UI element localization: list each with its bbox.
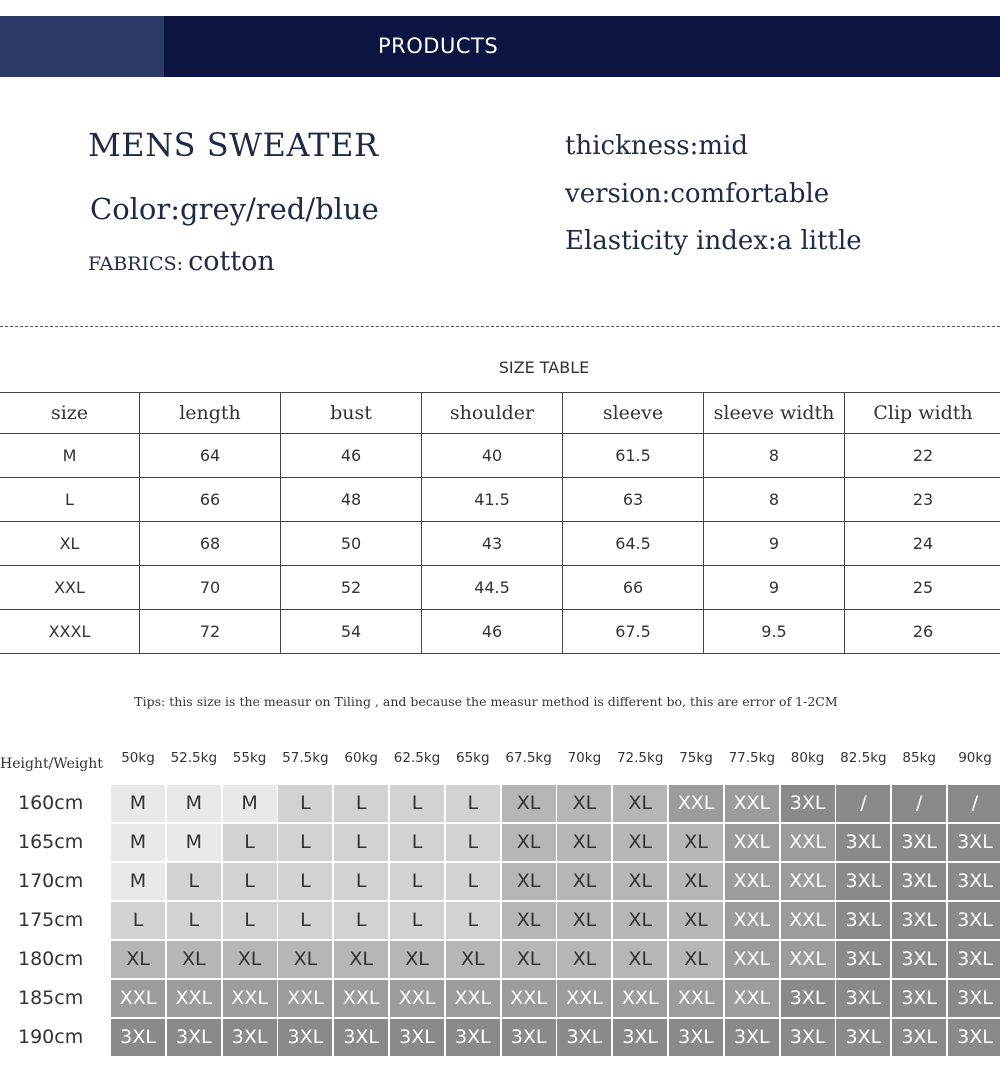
size-chart-cell: 3XL [334, 1019, 388, 1056]
size-chart-cell: XL [167, 941, 221, 978]
height-weight-label: Height/Weight [0, 756, 103, 772]
size-table-cell: 67.5 [563, 610, 704, 654]
size-chart-cell: L [278, 824, 332, 861]
size-table-cell: 48 [281, 478, 422, 522]
size-chart-cell: 3XL [836, 824, 890, 861]
size-chart-cell: XXL [334, 980, 388, 1017]
size-table-cell: 66 [140, 478, 281, 522]
size-chart-cell: 3XL [223, 1019, 277, 1056]
size-chart-cell: XL [557, 941, 611, 978]
size-chart-cell: XXL [725, 941, 779, 978]
banner-accent [0, 16, 164, 77]
size-chart-cell: 3XL [557, 1019, 611, 1056]
height-label: 180cm [18, 948, 84, 970]
size-chart-cell: 3XL [892, 980, 946, 1017]
height-label: 190cm [18, 1026, 84, 1048]
weight-header: 77.5kg [728, 750, 776, 766]
size-chart-cell: 3XL [892, 941, 946, 978]
size-chart-cell: 3XL [613, 1019, 667, 1056]
size-chart-cell: 3XL [725, 1019, 779, 1056]
size-table-cell: 9 [704, 522, 845, 566]
fabric-value: cotton [188, 246, 275, 277]
banner-title: PRODUCTS [378, 34, 499, 58]
size-table-cell: 61.5 [563, 434, 704, 478]
size-table-row [0, 434, 1000, 478]
size-table-cell: 40 [422, 434, 563, 478]
size-table-header: sleeve [563, 393, 704, 434]
size-chart-cell: XXL [725, 863, 779, 900]
size-chart-cell: XXL [725, 980, 779, 1017]
size-table-cell: 52 [281, 566, 422, 610]
weight-header: 75kg [679, 750, 713, 766]
size-chart-cell: 3XL [167, 1019, 221, 1056]
weight-header: 80kg [790, 750, 825, 766]
size-chart-cell: XXL [669, 785, 723, 822]
height-label: 170cm [18, 870, 84, 892]
size-chart-cell: L [390, 902, 444, 939]
size-table-cell: 54 [281, 610, 422, 654]
size-chart-cell: L [278, 902, 332, 939]
weight-header: 60kg [344, 750, 378, 766]
size-chart-cell: 3XL [836, 941, 890, 978]
size-chart-cell: L [446, 785, 500, 822]
size-chart-cell: XL [557, 863, 611, 900]
size-chart-cell: XL [278, 941, 332, 978]
size-table-cell: 25 [845, 566, 1000, 610]
weight-header: 72.5kg [616, 750, 664, 766]
weight-header: 65kg [456, 750, 490, 766]
size-table-header: sleeve width [704, 393, 845, 434]
size-chart-cell: 3XL [836, 863, 890, 900]
size-chart-cell: L [446, 863, 500, 900]
product-elasticity: Elasticity index:a little [565, 226, 862, 256]
weight-header: 57.5kg [282, 750, 329, 766]
size-table-header: bust [281, 393, 422, 434]
size-table-cell: 22 [845, 434, 1000, 478]
size-table-cell: L [0, 478, 140, 522]
size-table-cell: 68 [140, 522, 281, 566]
size-table-cell: 23 [845, 478, 1000, 522]
size-table-cell: 41.5 [422, 478, 563, 522]
size-chart-cell: XXL [390, 980, 444, 1017]
size-chart-cell: L [446, 824, 500, 861]
header-banner [0, 16, 1000, 77]
size-chart-cell: XXL [557, 980, 611, 1017]
size-chart-cell: XXL [613, 980, 667, 1017]
size-chart-cell: L [390, 863, 444, 900]
weight-header: 50kg [121, 750, 155, 766]
size-chart-cell: 3XL [781, 785, 835, 822]
size-table-cell: 66 [563, 566, 704, 610]
weight-header: 85kg [902, 750, 936, 766]
size-chart-cell: 3XL [892, 902, 946, 939]
size-table-cell: 8 [704, 434, 845, 478]
size-chart-cell: XXL [781, 902, 835, 939]
size-table-cell: 46 [281, 434, 422, 478]
size-chart-cell: XL [111, 941, 165, 978]
size-chart-cell: / [948, 785, 1000, 822]
size-chart-cell: XL [223, 941, 277, 978]
size-chart-cell: L [167, 863, 221, 900]
size-chart-cell: 3XL [781, 1019, 835, 1056]
product-version: version:comfortable [565, 179, 830, 209]
size-tips: Tips: this size is the measur on Tiling , and because the measur method is different bo, this are error of 1-2CM [134, 694, 838, 709]
size-chart-cell: XXL [502, 980, 556, 1017]
size-chart-cell: M [223, 785, 277, 822]
size-table-row [0, 478, 1000, 522]
size-chart-cell: 3XL [781, 980, 835, 1017]
size-chart-cell: / [836, 785, 890, 822]
height-label: 175cm [18, 909, 84, 931]
size-chart-cell: XL [557, 785, 611, 822]
size-chart-cell: XL [669, 902, 723, 939]
size-chart-cell: 3XL [390, 1019, 444, 1056]
size-chart-cell: L [334, 824, 388, 861]
size-chart-cell: 3XL [948, 1019, 1000, 1056]
size-table-header: length [140, 393, 281, 434]
size-chart-cell: L [223, 824, 277, 861]
weight-header: 70kg [567, 750, 602, 766]
size-table-cell: 50 [281, 522, 422, 566]
weight-header: 52.5kg [170, 750, 218, 766]
size-chart-cell: XL [669, 824, 723, 861]
size-chart-cell: L [390, 785, 444, 822]
size-chart-cell: 3XL [836, 902, 890, 939]
size-chart-cell: XXL [669, 980, 723, 1017]
size-chart-cell: 3XL [278, 1019, 332, 1056]
weight-header: 62.5kg [393, 750, 441, 766]
size-chart-cell: XXL [223, 980, 277, 1017]
size-table-cell: 9.5 [704, 610, 845, 654]
size-table-cell: 72 [140, 610, 281, 654]
size-chart-cell: 3XL [111, 1019, 165, 1056]
size-chart-cell: XL [390, 941, 444, 978]
size-chart-cell: XXL [781, 824, 835, 861]
size-chart-cell: 3XL [836, 1019, 890, 1056]
size-chart-cell: XL [613, 824, 667, 861]
size-table-cell: 70 [140, 566, 281, 610]
product-color: Color:grey/red/blue [90, 192, 379, 226]
size-table-header: shoulder [422, 393, 563, 434]
size-table-cell: 43 [422, 522, 563, 566]
size-chart-cell: M [167, 824, 221, 861]
size-chart-cell: XXL [781, 941, 835, 978]
weight-header: 67.5kg [505, 750, 552, 766]
size-chart-cell: 3XL [892, 863, 946, 900]
weight-header: 55kg [232, 750, 267, 766]
size-chart-cell: / [892, 785, 946, 822]
size-chart-cell: 3XL [948, 824, 1000, 861]
size-chart-cell: XXL [725, 824, 779, 861]
size-chart-cell: XXL [725, 785, 779, 822]
size-table-row [0, 522, 1000, 566]
size-chart-cell: 3XL [892, 1019, 946, 1056]
size-chart-cell: XL [502, 941, 556, 978]
size-table-cell: 63 [563, 478, 704, 522]
size-table-cell: 8 [704, 478, 845, 522]
weight-header: 82.5kg [840, 750, 887, 766]
size-chart-cell: XL [502, 863, 556, 900]
size-chart-cell: XXL [781, 863, 835, 900]
size-chart-cell: 3XL [892, 824, 946, 861]
size-table-cell: 46 [422, 610, 563, 654]
weight-header: 90kg [958, 750, 992, 766]
size-chart-cell: XXL [167, 980, 221, 1017]
size-table-cell: 26 [845, 610, 1000, 654]
size-table [0, 392, 1000, 654]
size-chart-cell: XL [557, 824, 611, 861]
size-chart-cell: XXL [725, 902, 779, 939]
size-chart-cell: XL [557, 902, 611, 939]
size-chart-cell: XL [613, 785, 667, 822]
size-chart-cell: 3XL [669, 1019, 723, 1056]
size-chart-cell: 3XL [948, 863, 1000, 900]
size-table-body [0, 434, 1000, 654]
size-table-cell: 24 [845, 522, 1000, 566]
size-chart-cell: XL [446, 941, 500, 978]
size-table-cell: XXL [0, 566, 140, 610]
size-table-header-row [0, 393, 1000, 434]
size-table-cell: XXXL [0, 610, 140, 654]
size-chart-cell: L [334, 863, 388, 900]
height-label: 185cm [18, 987, 84, 1009]
size-chart-cell: XXL [111, 980, 165, 1017]
size-chart-cell: 3XL [836, 980, 890, 1017]
size-chart-cell: 3XL [502, 1019, 556, 1056]
size-chart-cell: L [446, 902, 500, 939]
size-table-cell: XL [0, 522, 140, 566]
size-chart-cell: XL [669, 941, 723, 978]
size-table-header: Clip width [845, 393, 1000, 434]
size-chart-cell: XXL [446, 980, 500, 1017]
size-chart-cell: XL [613, 863, 667, 900]
size-chart-cell: L [223, 902, 277, 939]
size-chart-cell: XXL [278, 980, 332, 1017]
size-chart-cell: 3XL [948, 980, 1000, 1017]
size-chart-cell: L [111, 902, 165, 939]
size-chart-cell: XL [613, 941, 667, 978]
size-chart-cell: M [167, 785, 221, 822]
size-chart-cell: 3XL [446, 1019, 500, 1056]
size-chart-cell: XL [669, 863, 723, 900]
product-fabric [88, 246, 275, 277]
product-name: MENS SWEATER [88, 126, 379, 164]
size-chart-cell: L [278, 863, 332, 900]
size-table-cell: 64 [140, 434, 281, 478]
size-chart-cell: L [334, 902, 388, 939]
size-chart-cell: XL [502, 902, 556, 939]
size-chart-cell: L [167, 902, 221, 939]
size-table-cell: 9 [704, 566, 845, 610]
size-chart-cell: L [334, 785, 388, 822]
size-chart-cell: M [111, 824, 165, 861]
size-chart-cell: XL [502, 824, 556, 861]
size-chart-cell: L [223, 863, 277, 900]
size-chart-cell: L [278, 785, 332, 822]
size-table-cell: 64.5 [563, 522, 704, 566]
size-chart-cell: 3XL [948, 941, 1000, 978]
size-table-row [0, 566, 1000, 610]
size-table-header: size [0, 393, 140, 434]
size-chart-cell: L [390, 824, 444, 861]
fabric-label: FABRICS: [88, 253, 183, 275]
dashed-divider [0, 326, 1000, 327]
size-chart-cell: XL [613, 902, 667, 939]
size-table-caption: SIZE TABLE [498, 358, 590, 377]
size-table-cell: 44.5 [422, 566, 563, 610]
size-chart-cell: 3XL [948, 902, 1000, 939]
size-chart-cell: M [111, 785, 165, 822]
product-thickness: thickness:mid [565, 131, 749, 161]
size-chart-cell: XL [502, 785, 556, 822]
size-chart-cell: XL [334, 941, 388, 978]
size-table-row [0, 610, 1000, 654]
size-table-cell: M [0, 434, 140, 478]
height-label: 160cm [18, 792, 84, 814]
size-chart-cell: M [111, 863, 165, 900]
height-label: 165cm [18, 831, 84, 853]
